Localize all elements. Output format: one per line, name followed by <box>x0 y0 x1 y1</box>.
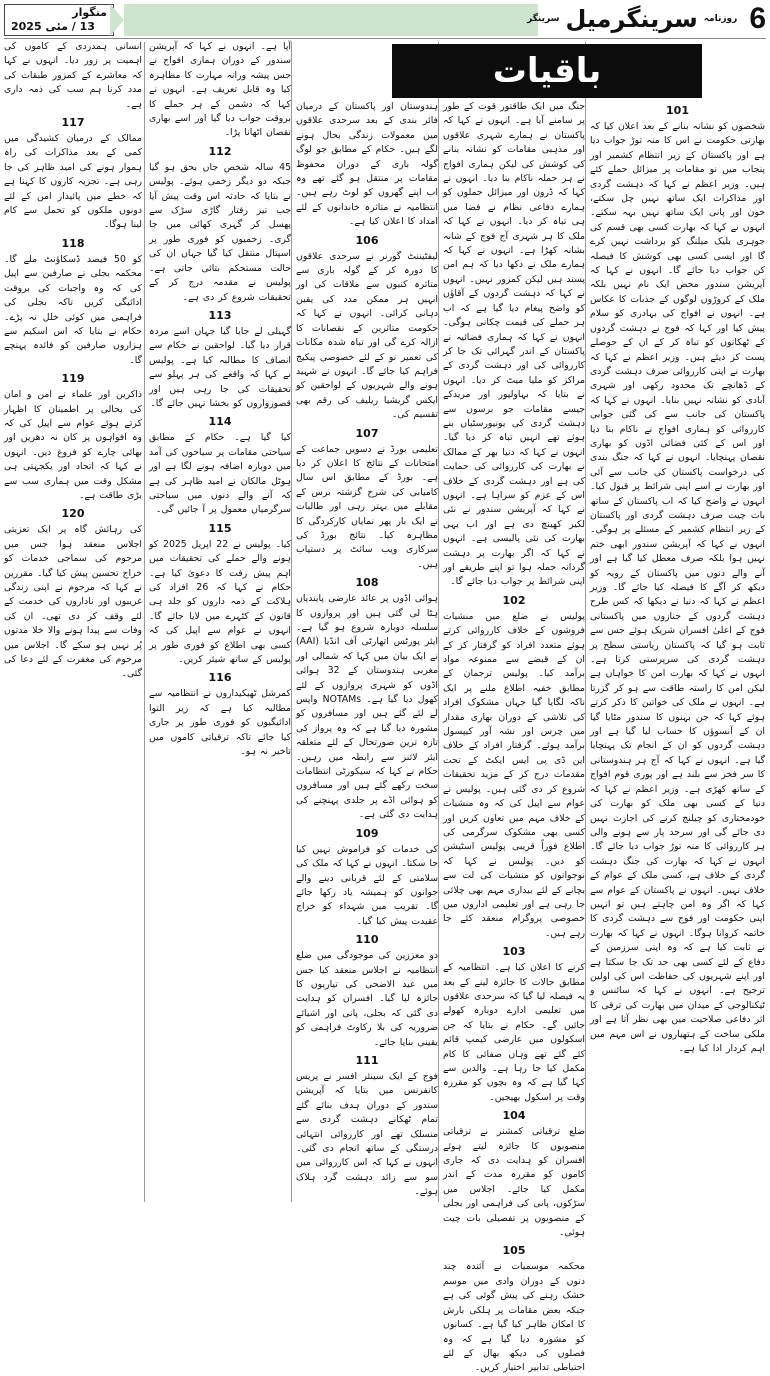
story-number: 113 <box>208 308 232 322</box>
story-number: 117 <box>61 116 85 130</box>
story-number: 116 <box>208 671 232 685</box>
story-number: 101 <box>666 104 689 117</box>
column-divider <box>585 42 586 1202</box>
header-chevron <box>110 4 124 36</box>
header-band <box>124 4 538 36</box>
issue-date: 13 / مئی 2025 <box>11 20 95 33</box>
story-text: انسانی ہمدردی کے کاموں کی اہمیت پر زور دیا۔ انہوں نے کہا کہ معاشرے کے کمزور طبقات کی مدد کرنا ہم سب کی ذمہ داری ہے۔ <box>4 41 142 110</box>
story-text: گہیلی لے جایا گیا جہاں اسے مردہ قرار دیا گیا۔ لواحقین نے حکام سے انصاف کا مطالبہ کیا ہے۔ پولیس نے کہا کہ واقعے کی ہر پہلو سے تحقیقات کی جا رہی ہیں اور قصورواروں کو بخشا نہیں جائے گا۔ <box>149 325 291 409</box>
page-number: 6 <box>749 2 766 35</box>
masthead <box>527 2 766 36</box>
story-text: پولیس نے ضلع میں منشیات فروشوں کے خلاف کارروائی کرتے ہوئے متعدد افراد کو گرفتار کر کے ان کے قبضے سے ممنوعہ مواد برآمد کیا۔ پولیس ترجمان کے مطابق خفیہ اطلاع ملنے پر ایک ناکہ لگایا گیا جہاں مشکوک افراد کی تلاشی کے دوران بھاری مقدار میں چرس اور نشہ آور کیپسول برآمد ہوئے۔ گرفتار افراد کے خلاف این ڈی پی ایس ایکٹ کے تحت مقدمات درج کر کے مزید تحقیقات شروع کر دی گئی ہیں۔ پولیس نے عوام سے اپیل کی کہ وہ منشیات کے خلاف مہم میں تعاون کریں اور کسی بھی مشکوک سرگرمی کی اطلاع فوراً قریبی پولیس اسٹیشن کو دیں۔ پولیس نے کہا کہ نوجوانوں کو منشیات کی لت سے بچانے کے لئے بیداری مہم بھی چلائی جا رہی ہے اور تعلیمی اداروں میں خصوصی پروگرام منعقد کئے جا رہے ہیں۔ <box>443 610 585 939</box>
column-divider <box>438 42 439 1202</box>
news-column-2 <box>442 100 585 1374</box>
story-number: 108 <box>355 576 379 590</box>
story-text: دو معززین کی موجودگی میں ضلع انتظامیہ نے اجلاس منعقد کیا جس میں عید الاضحی کی تیاریوں کا جائزہ لیا گیا۔ افسران کو ہدایت دی گئی کہ بجلی، پانی اور اشیائے ضروریہ کی بلا رکاوٹ فراہمی کو یقینی بنایا جائے۔ <box>296 950 438 1048</box>
news-column-3 <box>296 100 438 1205</box>
story-text: کی خدمات کو فراموش نہیں کیا جا سکتا۔ انہوں نے کہا کہ ملک کی سلامتی کے لئے قربانی دینے والے جوانوں کو ہمیشہ یاد رکھا جائے گا۔ تقریب میں شہداء کو خراج عقیدت پیش کیا گیا۔ <box>296 843 438 927</box>
story-number: 112 <box>208 144 232 158</box>
news-column-1 <box>590 100 765 1205</box>
column-divider <box>291 42 292 1202</box>
masthead-city: سرینگر <box>527 14 560 24</box>
story-number: 120 <box>61 507 85 521</box>
story-text: ضلع ترقیاتی کمشنر نے ترقیاتی منصوبوں کا جائزہ لیتے ہوئے افسران کو ہدایت دی کہ جاری کاموں کو مقررہ مدت کے اندر مکمل کیا جائے۔ اجلاس میں سڑکوں، پانی کی فراہمی اور بجلی کے منصوبوں پر تفصیلی بات چیت ہوئی۔ <box>443 1126 585 1239</box>
news-column-4 <box>149 40 291 1205</box>
story-text: 45 سالہ شخص جاں بحق ہو گیا جبکہ دو دیگر زخمی ہوئے۔ پولیس نے بتایا کہ حادثہ اس وقت پیش آیا جب تیز رفتار گاڑی سڑک سے پھسل کر گہری کھائی میں جا گری۔ زخمیوں کو فوری طور پر اسپتال منتقل کیا گیا جہاں ان کی حالت مستحکم بتائی جاتی ہے۔ پولیس نے مقدمہ درج کر کے تحقیقات شروع کر دی ہے۔ <box>149 161 291 303</box>
story-number: 107 <box>355 426 379 440</box>
story-number: 110 <box>355 933 379 947</box>
story-text: ذاکرین اور علماء نے امن و امان کی بحالی پر اطمینان کا اظہار کرتے ہوئے عوام سے اپیل کی کہ وہ افواہوں پر کان نہ دھریں اور بھائی چارے کو فروغ دیں۔ انہوں نے کہا کہ اتحاد اور یکجہتی ہی مشکل وقت میں ہماری سب سے بڑی طاقت ہے۔ <box>4 389 142 501</box>
story-text: کیا گیا ہے۔ حکام کے مطابق سیاحتی مقامات پر سیاحوں کی آمد میں دوبارہ اضافہ ہونے لگا ہے اور ہوٹل مالکان نے امید ظاہر کی ہے کہ آنے والے دنوں میں سیاحتی سرگرمیاں معمول پر آ جائیں گی۔ <box>149 432 291 516</box>
weekday: منگوار <box>72 6 107 19</box>
story-text: فوج کے ایک سینئر افسر نے پریس کانفرنس میں بتایا کہ آپریشن سندور کے دوران ہدف بنائے گئے تمام ٹھکانے دہشت گردی سے منسلک تھے اور کارروائی انتہائی درستگی کے ساتھ انجام دی گئی۔ انہوں نے کہا کہ اس کارروائی میں سو سے زائد دہشت گرد ہلاک ہوئے۔ <box>296 1070 438 1198</box>
header-rule <box>4 38 766 39</box>
story-text: آپا ہے۔ انہوں نے کہا کہ آپریشن سندور کے دوران ہماری افواج نے جس پیشہ ورانہ مہارت کا مظاہرہ کیا وہ قابل تعریف ہے۔ انہوں نے کہا کہ دشمن کے ہر حملے کا بروقت جواب دیا گیا اور اسے بھاری نقصان اٹھانا پڑا۔ <box>149 41 291 139</box>
story-number: 119 <box>61 372 85 386</box>
masthead-daily: روزنامہ <box>703 14 738 24</box>
column-divider <box>144 42 145 1202</box>
news-column-5 <box>4 40 142 1205</box>
paper-name: سرینگرمیل <box>565 5 698 33</box>
story-text: کمرشل ٹھیکیداروں نے انتظامیہ سے مطالبہ کیا ہے کہ زیر التوا ادائیگیوں کو فوری طور پر جاری کیا جائے تاکہ ترقیاتی کاموں میں تاخیر نہ ہو۔ <box>149 688 291 758</box>
story-number: 106 <box>355 233 379 247</box>
story-text: محکمہ موسمیات نے آئندہ چند دنوں کے دوران وادی میں موسم خشک رہنے کی پیش گوئی کی ہے جبکہ بعض مقامات پر ہلکی بارش کا امکان ظاہر کیا گیا ہے۔ کسانوں کو مشورہ دیا گیا ہے کہ وہ فصلوں کی دیکھ بھال کے لئے احتیاطی تدابیر اختیار کریں۔ <box>443 1261 585 1374</box>
story-number: 115 <box>208 521 232 535</box>
story-number: 103 <box>502 945 526 959</box>
story-number: 111 <box>355 1053 379 1067</box>
story-text: ہندوستان اور پاکستان کے درمیان فائر بندی کے بعد سرحدی علاقوں میں معمولات زندگی بحال ہونے لگے ہیں۔ حکام کے مطابق جو لوگ گولہ باری کے دوران محفوظ مقامات پر منتقل ہو گئے تھے وہ اب اپنے گھروں کو لوٹ رہے ہیں۔ انتظامیہ نے متاثرہ خاندانوں کے لئے امداد کا اعلان کیا ہے۔ <box>296 101 438 228</box>
story-number: 105 <box>502 1244 526 1258</box>
story-text: لیفٹیننٹ گورنر نے سرحدی علاقوں کا دورہ کر کے گولہ باری سے متاثرہ کنبوں سے ملاقات کی اور انہیں ہر ممکن مدد کی یقین دہانی کرائی۔ انہوں نے کہا کہ حکومت متاثرین کے نقصانات کا ازالہ کرے گی اور تباہ شدہ مکانات کی تعمیر نو کے لئے خصوصی پیکیج فراہم کیا جائے گا۔ انہوں نے شہید ہونے والے شہریوں کے لواحقین کو ایکس گریشیا ریلیف کی رقم بھی تقسیم کی۔ <box>296 250 438 421</box>
story-number: 104 <box>502 1109 526 1123</box>
story-text: کی رہائش گاہ پر ایک تعزیتی اجلاس منعقد ہوا جس میں مرحوم کی سماجی خدمات کو خراج تحسین پیش کیا گیا۔ مقررین نے کہا کہ مرحوم نے اپنی زندگی غریبوں اور ناداروں کی خدمت کے لئے وقف کر دی تھی۔ ان کی وفات سے پیدا ہونے والا خلا مدتوں پُر نہیں ہو سکے گا۔ اجلاس میں مرحوم کی مغفرت کے لئے دعا کی گئی۔ <box>4 524 142 680</box>
story-text: ہوائی اڈوں پر عائد عارضی پابندیاں ہٹا لی گئی ہیں اور پروازوں کا سلسلہ دوبارہ شروع ہو گیا ہے۔ ایئر پورٹس اتھارٹی آف انڈیا (AAI) نے ایک بیان میں کہا کہ شمالی اور مغربی ہندوستان کے 32 ہوائی اڈوں کو شہری پروازوں کے لئے کھول دیا گیا ہے۔ NOTAMs واپس لے لئے گئے ہیں اور مسافروں کو مشورہ دیا گیا ہے کہ وہ پرواز کی تازہ ترین صورتحال کے لئے متعلقہ ایئر لائنز سے رابطہ میں رہیں۔ حکام نے کہا کہ سیکورٹی انتظامات سخت رکھے گئے ہیں اور مسافروں کو ہوائی اڈے پر جلدی پہنچنے کی ہدایت دی گئی ہے۔ <box>296 593 438 821</box>
story-text: تعلیمی بورڈ نے دسویں جماعت کے امتحانات کے نتائج کا اعلان کر دیا ہے۔ بورڈ کے مطابق اس سال کامیابی کی شرح گزشتہ برس کے مقابلے میں بہتر رہی اور طالبات نے ایک بار پھر نمایاں کارکردگی کا مظاہرہ کیا۔ نتائج بورڈ کی سرکاری ویب سائٹ پر دستیاب ہیں۔ <box>296 443 438 570</box>
story-text: کو 50 فیصد ڈسکاؤنٹ ملے گا۔ محکمہ بجلی نے صارفین سے اپیل کی کہ وہ واجبات کی بروقت ادائیگی کریں تاکہ بجلی کی فراہمی میں کوئی خلل نہ پڑے۔ حکام نے بتایا کہ اس اسکیم سے ہزاروں صارفین کو فائدہ پہنچے گا۔ <box>4 253 143 366</box>
section-title-banner <box>392 44 702 98</box>
story-number: 102 <box>502 593 526 607</box>
story-text: شخصوں کو نشانہ بنانے کے بعد اعلان کیا کہ بھارتی حکومت نے اس کا منہ توڑ جواب دیا ہے اور پاکستان کے زیر انتظام کشمیر اور پنجاب میں نو مقامات پر میزائل حملے کئے ہیں۔ وزیر اعظم نے کہا کہ دہشت گردی اور مذاکرات ایک ساتھ نہیں چل سکتے، خون اور پانی ایک ساتھ نہیں بہہ سکتے۔ انہوں نے کہا کہ بھارت کسی بھی قسم کی جوہری بلیک میلنگ کو برداشت نہیں کرے گا اور ایسی کسی بھی کوشش کا فیصلہ کن جواب دیا جائے گا۔ انہوں نے کہا کہ آپریشن سندور محض ایک نام نہیں بلکہ ملک کے کروڑوں لوگوں کے جذبات کا عکاس ہے۔ انہوں نے افواج کی بہادری کو سلام پیش کیا اور کہا کہ فوج نے دہشت گردوں کے ٹھکانوں کو تباہ کر کے ان کے حوصلے پست کر دیئے ہیں۔ وزیر اعظم نے کہا کہ بھارت نے اپنی کارروائی صرف دہشت گردی کے ڈھانچے تک محدود رکھی اور شہری آبادی کو نشانہ نہیں بنایا۔ انہوں نے کہا کہ پاکستان کی جانب سے کی گئی جوابی کارروائی کو ہماری افواج نے ناکام بنا دیا اور اس کے کئی فضائی اڈوں کو بھاری نقصان پہنچایا۔ انہوں نے کہا کہ جنگ بندی کی درخواست پاکستان کی جانب سے آئی اور بھارت نے اسے اپنی شرائط پر قبول کیا۔ انہوں نے واضح کیا کہ اب پاکستان کے ساتھ بات چیت صرف دہشت گردی اور پاکستان کے زیر انتظام کشمیر کے مسئلے پر ہوگی۔ انہوں نے کہا کہ آپریشن سندور ابھی ختم نہیں ہوا بلکہ صرف معطل کیا گیا ہے اور آنے والے دنوں میں پاکستان کے رویہ کو دیکھ کر آگے کا فیصلہ کیا جائے گا۔ وزیر اعظم نے کہا کہ دنیا نے دیکھا کہ کس طرح دہشت گردوں کے جنازوں میں پاکستانی فوج کے اعلیٰ افسران شریک ہوئے جس سے ثابت ہو گیا کہ پاکستان ریاستی سطح پر دہشت گردی کی سرپرستی کرتا ہے۔ انہوں نے کہا کہ بھارت امن کا خواہاں ہے لیکن امن کا راستہ طاقت سے ہو کر گزرتا ہے۔ انہوں نے ملک کی خواتین کا ذکر کرتے ہوئے کہا کہ جن بہنوں کا سندور مٹایا گیا ان کے آنسوؤں کا حساب لیا گیا ہے اور دہشت گردوں کو ان کے انجام تک پہنچایا گیا ہے۔ انہوں نے کہا کہ آج ہر ہندوستانی کا سر فخر سے بلند ہے اور پوری قوم افواج کے ساتھ کھڑی ہے۔ وزیر اعظم نے کہا کہ دنیا کے کسی بھی ملک کو بھارت کی خودمختاری کو چیلنج کرنے کی اجازت نہیں دی جائے گی اور سرحد پار سے ہونے والی ہر کارروائی کا منہ توڑ جواب دیا جائے گا۔ انہوں نے کہا کہ بھارت کی جنگ دہشت گردی کے خلاف ہے، کسی ملک کے عوام کے خلاف نہیں۔ انہوں نے پاکستان کے عوام سے کہا کہ اگر وہ امن چاہتے ہیں تو انہیں اپنی حکومت اور فوج سے دہشت گردی کا خاتمہ کروانا ہوگا۔ انہوں نے کہا کہ بھارت نے ثابت کیا ہے کہ وہ اپنی سرزمین کے دفاع کے لئے کسی بھی حد تک جا سکتا ہے اور اپنے شہریوں کی حفاظت اس کی اولین ترجیح ہے۔ انہوں نے کہا کہ سائنس و ٹیکنالوجی کے میدان میں بھارت کی ترقی کا اثر دفاعی صلاحیت میں بھی نظر آتا ہے اور ملکی ساخت کے ہتھیاروں نے اس مہم میں اہم کردار ادا کیا ہے۔ <box>590 121 765 1054</box>
page-header <box>0 0 770 38</box>
date-box <box>4 4 114 36</box>
story-text: کیا۔ پولیس نے 22 اپریل 2025 کو ہونے والے حملے کی تحقیقات میں اہم پیش رفت کا دعویٰ کیا ہے۔ حکام نے کہا کہ 26 افراد کی ہلاکت کے ذمہ داروں کو جلد ہی قانون کے کٹہرے میں لایا جائے گا۔ انہوں نے عوام سے اپیل کی کہ کسی بھی اطلاع کو فوری طور پر پولیس کے ساتھ شیئر کریں۔ <box>149 538 292 666</box>
section-title: باقیات <box>492 51 602 91</box>
story-number: 114 <box>208 415 232 429</box>
story-text: ممالک کے درمیان کشیدگی میں کمی کے بعد مذاکرات کی راہ ہموار ہونے کی امید ظاہر کی جا رہی ہے۔ تجزیہ کاروں کا کہنا ہے کہ خطے میں پائیدار امن کے لئے دونوں ملکوں کو تحمل سے کام لینا ہوگا۔ <box>4 133 142 231</box>
story-text: جنگ میں ایک طاقتور قوت کے طور پر سامنے آیا ہے۔ انہوں نے کہا کہ پاکستان نے ہمارے شہری علاقوں اور مذہبی مقامات کو نشانہ بنانے کی کوشش کی لیکن ہماری افواج نے ہر حملہ ناکام بنا دیا۔ انہوں نے کہا کہ ڈرون اور میزائل حملوں کو ہمارے دفاعی نظام نے فضا میں ہی تباہ کر دیا۔ انہوں نے کہا کہ ملک کا ہر شہری آج فوج کے شانہ بشانہ کھڑا ہے۔ انہوں نے کہا کہ ہمارے ملک نے دکھا دیا کہ ہم امن پسند ہیں لیکن کمزور نہیں۔ انہوں نے کہا کہ دہشت گردوں کے آقاؤں کو واضح پیغام دیا گیا ہے کہ اب ہر حملے کی قیمت چکانی ہوگی۔ انہوں نے کہا کہ ہماری فضائیہ نے پاکستان کے اندر گہرائی تک جا کر کارروائی کی اور دہشت گردی کے مراکز کو ملیا میٹ کر دیا۔ انہوں نے بتایا کہ بہاولپور اور مریدکے جیسے مقامات جو برسوں سے دہشت گردی کی یونیورسٹیاں بنے ہوئے تھے انہیں تباہ کر دیا گیا۔ انہوں نے کہا کہ دنیا بھر کے ممالک نے بھارت کی کارروائی کی حمایت کی ہے اور دہشت گردی کے خلاف اس کے عزم کو سراہا ہے۔ انہوں نے کہا کہ آپریشن سندور نے نئی لکیر کھینچ دی ہے اور اب یہی بھارت کی نئی پالیسی ہے۔ انہوں نے کہا کہ اگر بھارت پر دہشت گردانہ حملہ ہوا تو اپنے طریقے اور اپنی شرائط پر جواب دیا جائے گا۔ <box>443 101 585 588</box>
story-text: کرنے کا اعلان کیا ہے۔ انتظامیہ کے مطابق حالات کا جائزہ لینے کے بعد یہ فیصلہ لیا گیا کہ سرحدی علاقوں میں تعلیمی ادارے دوبارہ کھولے جائیں گے۔ حکام نے بتایا کہ جن اسکولوں میں عارضی کیمپ قائم کئے گئے تھے وہاں صفائی کا کام مکمل کیا جا رہا ہے۔ والدین سے کہا گیا ہے کہ وہ بچوں کو مقررہ وقت پر اسکول بھیجیں۔ <box>442 962 585 1103</box>
story-number: 109 <box>355 826 379 840</box>
story-number: 118 <box>61 236 85 250</box>
